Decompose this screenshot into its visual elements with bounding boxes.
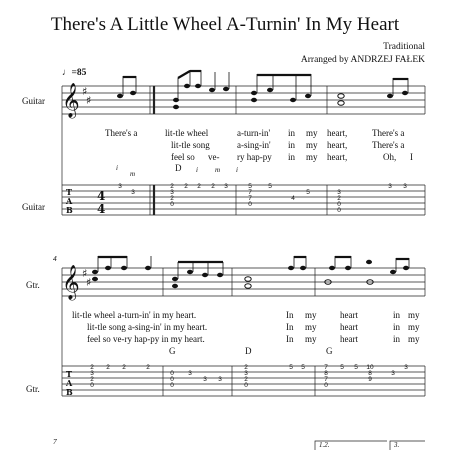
lyric-l3-w5: my [306, 152, 318, 162]
composer-credit: Traditional [383, 42, 425, 52]
svg-text:B: B [66, 205, 73, 215]
svg-text:3: 3 [170, 189, 174, 196]
svg-text:A: A [66, 378, 73, 388]
svg-text:♯: ♯ [86, 94, 92, 107]
tab-numbers [118, 183, 407, 214]
volta-bracket-1: 1.2. [319, 441, 330, 449]
lyric-l2-w3: in [288, 140, 296, 150]
svg-text:3: 3 [388, 183, 392, 190]
svg-text:4: 4 [97, 202, 106, 216]
lyric-l1-w2: In [286, 310, 294, 320]
lyric-l1-w2: lit-tle wheel [165, 128, 209, 138]
chord-symbol: G [326, 346, 333, 356]
svg-text:2: 2 [106, 364, 110, 371]
svg-text:A: A [66, 196, 73, 206]
svg-text:2: 2 [244, 364, 248, 371]
tab-label: Guitar [22, 202, 45, 212]
lyric-l2-w5: heart, [327, 140, 348, 150]
tab-lines [62, 185, 425, 215]
lyric-l3-w6: heart, [327, 152, 348, 162]
fingering-i: i [196, 166, 198, 174]
svg-text:0: 0 [170, 376, 174, 383]
fingering-m: m [130, 170, 136, 178]
svg-text:2: 2 [244, 376, 248, 383]
svg-text:7: 7 [324, 376, 328, 383]
tab-clef: T [66, 187, 72, 197]
svg-text:0: 0 [170, 201, 174, 208]
lyric-l3-w7: Oh, [383, 152, 397, 162]
svg-text:2: 2 [170, 183, 174, 190]
svg-text:0: 0 [90, 382, 94, 389]
lyric-l3-w3: ry hap-py [237, 152, 272, 162]
fingering-m: m [215, 166, 221, 174]
svg-text:5: 5 [306, 189, 310, 196]
chord-symbol: G [169, 346, 176, 356]
svg-text:0: 0 [324, 382, 328, 389]
svg-text:9: 9 [368, 376, 372, 383]
lyric-l2-w1: lit-tle song [171, 140, 210, 150]
lyric-l1-w4: heart [340, 310, 358, 320]
lyric-l2-w2: a-sing-in' [237, 140, 271, 150]
svg-text:3: 3 [403, 183, 407, 190]
measure-number: 7 [53, 437, 57, 446]
lyric-l1-w1: lit-tle wheel a-turn-in' in my heart. [72, 310, 197, 320]
fingering-i: i [236, 166, 238, 174]
measure-number: 4 [53, 254, 57, 263]
song-title: There's A Little Wheel A-Turnin' In My Heart [50, 14, 400, 35]
svg-text:5: 5 [289, 364, 293, 371]
svg-text:8: 8 [324, 370, 328, 377]
lyric-l1-w1: There's a [105, 128, 138, 138]
lyric-l1-w4: in [288, 128, 296, 138]
svg-text:3: 3 [404, 364, 408, 371]
lyric-l3-w4: heart [340, 334, 358, 344]
svg-text:7: 7 [324, 364, 328, 371]
lyric-l2-w4: heart [340, 322, 358, 332]
svg-text:2: 2 [122, 364, 126, 371]
svg-text:0: 0 [337, 201, 341, 208]
staff-label: Gtr. [26, 280, 40, 290]
svg-text:7: 7 [248, 189, 252, 196]
svg-text:3: 3 [244, 370, 248, 377]
svg-text:0: 0 [244, 382, 248, 389]
lyric-l2-w5: in [393, 322, 401, 332]
svg-text:3: 3 [188, 370, 192, 377]
staff-lines [62, 86, 425, 114]
svg-text:3: 3 [218, 376, 222, 383]
lyric-l2-w6: my [408, 322, 420, 332]
svg-text:5: 5 [354, 364, 358, 371]
svg-text:2: 2 [170, 195, 174, 202]
lyric-l1-w7: There's a [372, 128, 405, 138]
lyric-l1-w5: my [306, 128, 318, 138]
svg-text:3: 3 [90, 370, 94, 377]
svg-text:3: 3 [203, 376, 207, 383]
lyric-l1-w3: a-turn-in' [237, 128, 271, 138]
svg-text:3: 3 [118, 183, 122, 190]
svg-text:♯: ♯ [82, 267, 88, 280]
lyric-l2-w3: my [305, 322, 317, 332]
svg-text:5: 5 [268, 183, 272, 190]
svg-text:2: 2 [184, 183, 188, 190]
svg-text:0: 0 [248, 201, 252, 208]
lyric-l1-w6: my [408, 310, 420, 320]
svg-text:5: 5 [248, 183, 252, 190]
lyric-l3-w3: my [305, 334, 317, 344]
lyric-l2-w1: lit-tle song a-sing-in' in my heart. [87, 322, 208, 332]
volta-bracket-2: 3. [394, 441, 400, 449]
lyric-l1-w6: heart, [327, 128, 348, 138]
lyric-l2-w4: my [306, 140, 318, 150]
svg-text:2: 2 [337, 195, 341, 202]
svg-text:10: 10 [366, 364, 374, 371]
svg-text:2: 2 [146, 364, 150, 371]
tab-label: Gtr. [26, 384, 40, 394]
treble-clef-icon: 𝄞 [62, 265, 80, 300]
lyric-l3-w2: ve- [208, 152, 220, 162]
lyric-l1-w3: my [305, 310, 317, 320]
svg-text:4: 4 [291, 195, 295, 202]
staff-label: Guitar [22, 96, 45, 106]
svg-text:0: 0 [170, 382, 174, 389]
chord-symbol: D [175, 163, 182, 173]
tempo-marking: ♩=85 [62, 68, 87, 78]
lyric-l3-w5: in [393, 334, 401, 344]
svg-text:0: 0 [337, 207, 341, 214]
arranger-credit: Arranged by ANDRZEJ FAŁEK [300, 55, 425, 65]
time-signature: 4 [97, 189, 106, 203]
svg-text:3: 3 [224, 183, 228, 190]
lyric-l3-w2: In [286, 334, 294, 344]
fingering-i: i [116, 164, 118, 172]
svg-text:3: 3 [131, 189, 135, 196]
noteheads [117, 84, 408, 109]
svg-text:7: 7 [248, 195, 252, 202]
sharp-icon: ♯ [82, 85, 88, 98]
svg-text:2: 2 [90, 364, 94, 371]
svg-text:5: 5 [301, 364, 305, 371]
lyric-l3-w8: I [410, 152, 413, 162]
lyric-l1-w5: in [393, 310, 401, 320]
svg-text:0: 0 [170, 370, 174, 377]
svg-text:2: 2 [90, 376, 94, 383]
svg-text:B: B [66, 387, 73, 397]
svg-text:T: T [66, 369, 72, 379]
svg-text:2: 2 [211, 183, 215, 190]
lyric-l3-w1: feel so ve-ry hap-py in my heart. [87, 334, 205, 344]
lyric-l2-w6: There's a [372, 140, 405, 150]
lyric-l3-w1: feel so [171, 152, 195, 162]
svg-text:3: 3 [337, 189, 341, 196]
svg-text:♯: ♯ [86, 276, 92, 289]
lyric-l3-w4: in [288, 152, 296, 162]
svg-text:2: 2 [197, 183, 201, 190]
lyric-l3-w6: my [408, 334, 420, 344]
svg-text:5: 5 [340, 364, 344, 371]
svg-text:3: 3 [391, 370, 395, 377]
lyric-l2-w2: In [286, 322, 294, 332]
svg-text:8: 8 [368, 370, 372, 377]
chord-symbol: D [245, 346, 252, 356]
treble-clef-icon: 𝄞 [62, 83, 80, 118]
